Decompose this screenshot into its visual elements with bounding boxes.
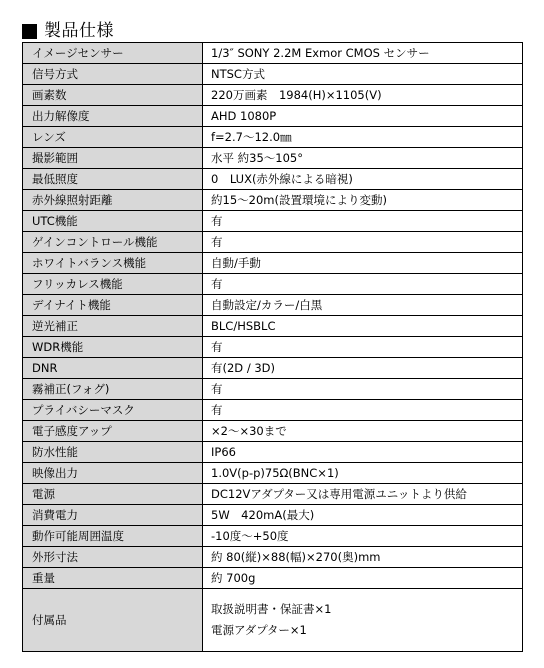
spec-value: AHD 1080P: [203, 106, 523, 127]
table-row: [23, 526, 523, 547]
spec-label: 出力解像度: [23, 106, 203, 127]
spec-label: ホワイトバランス機能: [23, 253, 203, 274]
spec-value: 1/3″ SONY 2.2M Exmor CMOS センサー: [203, 43, 523, 64]
table-row: [23, 484, 523, 505]
spec-table: [22, 42, 523, 652]
table-row: [23, 463, 523, 484]
section-heading: [22, 20, 114, 42]
table-row: [23, 169, 523, 190]
spec-label: プライバシーマスク: [23, 400, 203, 421]
table-row: [23, 43, 523, 64]
spec-value: 220万画素 1984(H)×1105(V): [203, 85, 523, 106]
spec-value: 1.0V(p-p)75Ω(BNC×1): [203, 463, 523, 484]
spec-label: 防水性能: [23, 442, 203, 463]
spec-value: NTSC方式: [203, 64, 523, 85]
spec-label: 逆光補正: [23, 316, 203, 337]
section-title: 製品仕様: [44, 21, 114, 41]
table-row: [23, 442, 523, 463]
spec-label: ゲインコントロール機能: [23, 232, 203, 253]
spec-value: 有(2D / 3D): [203, 358, 523, 379]
table-row: [23, 337, 523, 358]
spec-label: 重量: [23, 568, 203, 589]
black-square-icon: [22, 24, 37, 39]
spec-label: 電源: [23, 484, 203, 505]
accessory-line: 取扱説明書・保証書×1: [211, 602, 332, 616]
spec-value: 有: [203, 274, 523, 295]
spec-value: 自動設定/カラー/白黒: [203, 295, 523, 316]
spec-label: フリッカレス機能: [23, 274, 203, 295]
spec-label: 動作可能周囲温度: [23, 526, 203, 547]
spec-value: 0 LUX(赤外線による暗視): [203, 169, 523, 190]
table-row: [23, 421, 523, 442]
spec-label: 映像出力: [23, 463, 203, 484]
spec-value: -10度〜+50度: [203, 526, 523, 547]
table-row: [23, 358, 523, 379]
table-row: [23, 568, 523, 589]
spec-label: レンズ: [23, 127, 203, 148]
spec-label: WDR機能: [23, 337, 203, 358]
spec-value: 自動/手動: [203, 253, 523, 274]
table-row: [23, 505, 523, 526]
table-row: [23, 190, 523, 211]
spec-label: デイナイト機能: [23, 295, 203, 316]
table-row: [23, 85, 523, 106]
spec-value-accessories: [203, 589, 523, 652]
spec-value: 約15〜20m(設置環境により変動): [203, 190, 523, 211]
table-row: [23, 127, 523, 148]
spec-label: 外形寸法: [23, 547, 203, 568]
spec-value: 水平 約35〜105°: [203, 148, 523, 169]
accessory-line: 電源アダプター×1: [211, 623, 307, 637]
table-row: [23, 211, 523, 232]
spec-value: IP66: [203, 442, 523, 463]
table-row: [23, 295, 523, 316]
spec-value: DC12Vアダプター又は専用電源ユニットより供給: [203, 484, 523, 505]
spec-value: BLC/HSBLC: [203, 316, 523, 337]
spec-value: 有: [203, 337, 523, 358]
table-row: [23, 400, 523, 421]
spec-label: イメージセンサー: [23, 43, 203, 64]
spec-value: 有: [203, 400, 523, 421]
spec-value: f=2.7〜12.0㎜: [203, 127, 523, 148]
table-row: [23, 64, 523, 85]
spec-label: 消費電力: [23, 505, 203, 526]
table-row-accessories: [23, 589, 523, 652]
table-row: [23, 379, 523, 400]
spec-label: 電子感度アップ: [23, 421, 203, 442]
spec-label: 付属品: [23, 589, 203, 652]
spec-value: 約 700g: [203, 568, 523, 589]
table-row: [23, 316, 523, 337]
spec-value: 有: [203, 232, 523, 253]
spec-value: 有: [203, 211, 523, 232]
spec-value: 有: [203, 379, 523, 400]
spec-value: ×2〜×30まで: [203, 421, 523, 442]
spec-value: 約 80(縦)×88(幅)×270(奥)mm: [203, 547, 523, 568]
table-row: [23, 547, 523, 568]
spec-label: 画素数: [23, 85, 203, 106]
table-row: [23, 232, 523, 253]
spec-label: 赤外線照射距離: [23, 190, 203, 211]
table-row: [23, 106, 523, 127]
spec-label: UTC機能: [23, 211, 203, 232]
spec-label: 信号方式: [23, 64, 203, 85]
spec-label: 最低照度: [23, 169, 203, 190]
spec-label: DNR: [23, 358, 203, 379]
spec-label: 霧補正(フォグ): [23, 379, 203, 400]
table-row: [23, 274, 523, 295]
spec-value: 5W 420mA(最大): [203, 505, 523, 526]
table-row: [23, 253, 523, 274]
table-row: [23, 148, 523, 169]
spec-label: 撮影範囲: [23, 148, 203, 169]
